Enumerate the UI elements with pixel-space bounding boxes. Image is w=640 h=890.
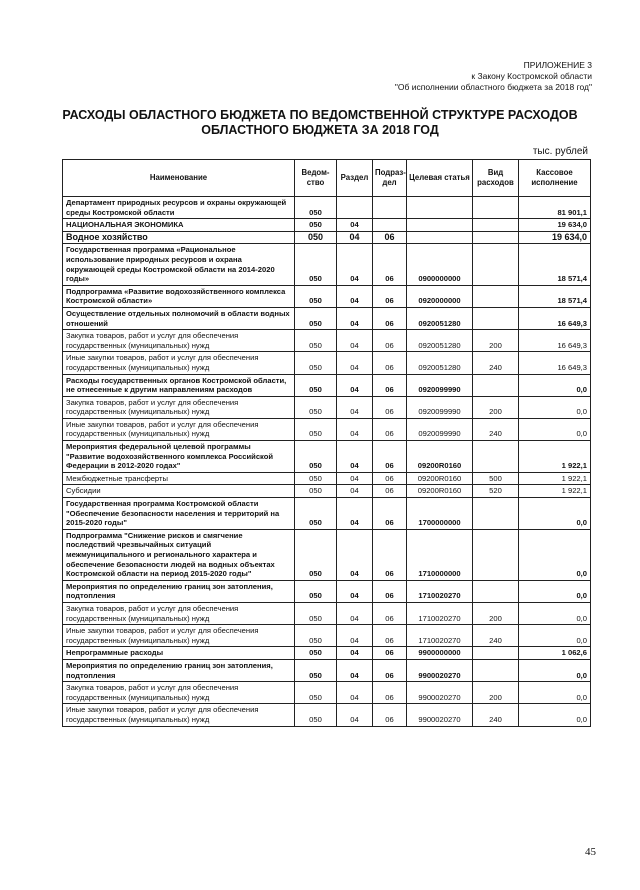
cell-subsection: 06 (373, 418, 407, 440)
cell-type (473, 231, 519, 244)
table-row (63, 396, 591, 418)
cell-name: Иные закупки товаров, работ и услуг для обеспечения государственных (муниципальных) нужд (63, 418, 295, 440)
cell-type (473, 307, 519, 329)
cell-section: 04 (337, 704, 373, 726)
cell-dept: 050 (295, 219, 337, 232)
cell-target: 1710000000 (407, 529, 473, 580)
cell-dept: 050 (295, 330, 337, 352)
cell-name: Государственная программа «Рациональное использование природных ресурсов и охрана окружающей среды Костромской области на 2014-2020 годы» (63, 244, 295, 285)
header-dept: Ведом-ство (295, 160, 337, 197)
cell-name: Департамент природных ресурсов и охраны окружающей среды Костромской области (63, 197, 295, 219)
table-row (63, 285, 591, 307)
cell-name: Государственная программа Костромской области "Обеспечение безопасности населения и территорий на 2015-2020 годы" (63, 498, 295, 530)
cell-type (473, 529, 519, 580)
cell-section: 04 (337, 330, 373, 352)
cell-section: 04 (337, 307, 373, 329)
cell-dept: 050 (295, 704, 337, 726)
cell-dept: 050 (295, 625, 337, 647)
cell-amount: 0,0 (519, 418, 591, 440)
cell-section: 04 (337, 485, 373, 498)
table-row (63, 231, 591, 244)
cell-subsection: 06 (373, 231, 407, 244)
cell-amount: 0,0 (519, 602, 591, 624)
cell-section: 04 (337, 498, 373, 530)
cell-dept: 050 (295, 231, 337, 244)
cell-name: Подпрограмма «Развитие водохозяйственного комплекса Костромской области» (63, 285, 295, 307)
cell-section: 04 (337, 285, 373, 307)
cell-section: 04 (337, 352, 373, 374)
cell-type: 200 (473, 602, 519, 624)
cell-section: 04 (337, 580, 373, 602)
cell-section: 04 (337, 231, 373, 244)
appendix-law-title: "Об исполнении областного бюджета за 2018 год" (394, 82, 592, 92)
cell-type: 240 (473, 704, 519, 726)
cell-target: 0920099990 (407, 374, 473, 396)
cell-section: 04 (337, 529, 373, 580)
header-section: Раздел (337, 160, 373, 197)
cell-subsection: 06 (373, 485, 407, 498)
table-row (63, 682, 591, 704)
table-body (63, 197, 591, 727)
table-row (63, 647, 591, 660)
cell-dept: 050 (295, 602, 337, 624)
cell-dept: 050 (295, 647, 337, 660)
cell-amount: 0,0 (519, 529, 591, 580)
cell-type (473, 441, 519, 473)
cell-target (407, 231, 473, 244)
table-row (63, 498, 591, 530)
cell-subsection: 06 (373, 682, 407, 704)
cell-amount: 0,0 (519, 704, 591, 726)
document-title-line-1: РАСХОДЫ ОБЛАСТНОГО БЮДЖЕТА ПО ВЕДОМСТВЕННОЙ СТРУКТУРЕ РАСХОДОВ (62, 108, 578, 122)
cell-target: 09200R0160 (407, 441, 473, 473)
cell-type: 500 (473, 472, 519, 485)
cell-dept: 050 (295, 285, 337, 307)
appendix-law: к Закону Костромской области (471, 71, 592, 81)
cell-amount: 0,0 (519, 659, 591, 681)
cell-dept: 050 (295, 244, 337, 285)
table-row (63, 485, 591, 498)
cell-amount: 0,0 (519, 396, 591, 418)
table-row (63, 602, 591, 624)
cell-amount: 16 649,3 (519, 307, 591, 329)
cell-section: 04 (337, 659, 373, 681)
cell-type: 200 (473, 330, 519, 352)
cell-target: 9900020270 (407, 704, 473, 726)
cell-name: Расходы государственных органов Костромской области, не отнесенные к другим направлениям расходов (63, 374, 295, 396)
cell-amount: 0,0 (519, 682, 591, 704)
cell-type (473, 197, 519, 219)
cell-subsection (373, 219, 407, 232)
cell-target: 0920051280 (407, 352, 473, 374)
cell-amount: 1 922,1 (519, 441, 591, 473)
cell-amount: 1 922,1 (519, 472, 591, 485)
cell-target: 0920000000 (407, 285, 473, 307)
cell-dept: 050 (295, 682, 337, 704)
cell-subsection: 06 (373, 704, 407, 726)
cell-name: Водное хозяйство (63, 231, 295, 244)
cell-subsection: 06 (373, 647, 407, 660)
cell-name: Мероприятия по определению границ зон затопления, подтопления (63, 659, 295, 681)
cell-subsection: 06 (373, 580, 407, 602)
cell-name: Иные закупки товаров, работ и услуг для обеспечения государственных (муниципальных) нужд (63, 625, 295, 647)
cell-dept: 050 (295, 197, 337, 219)
page-number: 45 (585, 846, 596, 858)
cell-subsection: 06 (373, 529, 407, 580)
cell-name: НАЦИОНАЛЬНАЯ ЭКОНОМИКА (63, 219, 295, 232)
cell-amount: 19 634,0 (519, 231, 591, 244)
cell-type (473, 580, 519, 602)
cell-type (473, 498, 519, 530)
appendix-number: ПРИЛОЖЕНИЕ 3 (523, 60, 592, 70)
cell-target: 0920051280 (407, 330, 473, 352)
cell-amount: 19 634,0 (519, 219, 591, 232)
unit-label: тыс. рублей (532, 146, 588, 157)
cell-section (337, 197, 373, 219)
appendix-header (395, 60, 592, 93)
table-row (63, 197, 591, 219)
cell-dept: 050 (295, 498, 337, 530)
cell-name: Межбюджетные трансферты (63, 472, 295, 485)
cell-section: 04 (337, 244, 373, 285)
cell-dept: 050 (295, 580, 337, 602)
cell-dept: 050 (295, 374, 337, 396)
cell-type: 240 (473, 418, 519, 440)
cell-type (473, 374, 519, 396)
cell-amount: 0,0 (519, 374, 591, 396)
table-row (63, 330, 591, 352)
cell-name: Закупка товаров, работ и услуг для обеспечения государственных (муниципальных) нужд (63, 396, 295, 418)
cell-dept: 050 (295, 529, 337, 580)
cell-dept: 050 (295, 441, 337, 473)
cell-subsection: 06 (373, 374, 407, 396)
cell-name: Мероприятия федеральной целевой программы "Развитие водохозяйственного комплекса Российской Федерации в 2012-2020 годах" (63, 441, 295, 473)
cell-amount: 81 901,1 (519, 197, 591, 219)
header-subsection: Подраз-дел (373, 160, 407, 197)
table-row (63, 704, 591, 726)
cell-type (473, 219, 519, 232)
cell-amount: 0,0 (519, 625, 591, 647)
cell-target: 09200R0160 (407, 472, 473, 485)
cell-subsection: 06 (373, 659, 407, 681)
document-title (60, 108, 580, 138)
table-row (63, 418, 591, 440)
header-target: Целевая статья (407, 160, 473, 197)
table-row (63, 625, 591, 647)
budget-table (62, 159, 591, 727)
cell-name: Мероприятия по определению границ зон затопления, подтопления (63, 580, 295, 602)
cell-target: 1710020270 (407, 625, 473, 647)
cell-target: 9900020270 (407, 682, 473, 704)
cell-name: Закупка товаров, работ и услуг для обеспечения государственных (муниципальных) нужд (63, 330, 295, 352)
cell-name: Иные закупки товаров, работ и услуг для обеспечения государственных (муниципальных) нужд (63, 704, 295, 726)
cell-subsection: 06 (373, 602, 407, 624)
table-row (63, 307, 591, 329)
cell-section: 04 (337, 682, 373, 704)
table-row (63, 529, 591, 580)
cell-subsection: 06 (373, 352, 407, 374)
cell-target: 9900000000 (407, 647, 473, 660)
cell-amount: 16 649,3 (519, 352, 591, 374)
cell-target: 0920099990 (407, 396, 473, 418)
cell-subsection: 06 (373, 396, 407, 418)
cell-amount: 0,0 (519, 498, 591, 530)
cell-type: 240 (473, 352, 519, 374)
cell-subsection: 06 (373, 330, 407, 352)
table-row (63, 659, 591, 681)
table-row (63, 472, 591, 485)
cell-subsection: 06 (373, 498, 407, 530)
cell-target: 1700000000 (407, 498, 473, 530)
table-header-row (63, 160, 591, 197)
cell-type: 200 (473, 396, 519, 418)
cell-section: 04 (337, 472, 373, 485)
header-name: Наименование (63, 160, 295, 197)
table-row (63, 352, 591, 374)
cell-dept: 050 (295, 659, 337, 681)
cell-subsection: 06 (373, 285, 407, 307)
cell-section: 04 (337, 625, 373, 647)
cell-dept: 050 (295, 418, 337, 440)
cell-amount: 1 922,1 (519, 485, 591, 498)
cell-dept: 050 (295, 472, 337, 485)
cell-amount: 16 649,3 (519, 330, 591, 352)
cell-type (473, 647, 519, 660)
cell-name: Закупка товаров, работ и услуг для обеспечения государственных (муниципальных) нужд (63, 682, 295, 704)
cell-amount: 1 062,6 (519, 647, 591, 660)
cell-section: 04 (337, 396, 373, 418)
document-title-line-2: ОБЛАСТНОГО БЮДЖЕТА ЗА 2018 ГОД (201, 123, 439, 137)
cell-target: 0920051280 (407, 307, 473, 329)
cell-subsection (373, 197, 407, 219)
table-row (63, 374, 591, 396)
cell-name: Закупка товаров, работ и услуг для обеспечения государственных (муниципальных) нужд (63, 602, 295, 624)
cell-amount: 0,0 (519, 580, 591, 602)
header-amount: Кассовое исполнение (519, 160, 591, 197)
table-row (63, 580, 591, 602)
cell-name: Непрограммные расходы (63, 647, 295, 660)
cell-target: 1710020270 (407, 602, 473, 624)
cell-target: 0900000000 (407, 244, 473, 285)
table-row (63, 219, 591, 232)
cell-dept: 050 (295, 307, 337, 329)
cell-name: Осуществление отдельных полномочий в области водных отношений (63, 307, 295, 329)
cell-name: Иные закупки товаров, работ и услуг для обеспечения государственных (муниципальных) нужд (63, 352, 295, 374)
cell-name: Субсидии (63, 485, 295, 498)
cell-subsection: 06 (373, 625, 407, 647)
cell-dept: 050 (295, 352, 337, 374)
cell-target: 0920099990 (407, 418, 473, 440)
cell-subsection: 06 (373, 307, 407, 329)
cell-target: 9900020270 (407, 659, 473, 681)
cell-target (407, 197, 473, 219)
table-row (63, 244, 591, 285)
table-row (63, 441, 591, 473)
cell-type: 200 (473, 682, 519, 704)
cell-section: 04 (337, 441, 373, 473)
cell-target: 1710020270 (407, 580, 473, 602)
cell-subsection: 06 (373, 441, 407, 473)
cell-dept: 050 (295, 396, 337, 418)
cell-target: 09200R0160 (407, 485, 473, 498)
cell-target (407, 219, 473, 232)
cell-subsection: 06 (373, 244, 407, 285)
cell-name: Подпрограмма "Снижение рисков и смягчение последствий чрезвычайных ситуаций межмуниципального и регионального характера и обеспечение безопасности людей на водных объектах Костромской области на период 2015-2020 годы" (63, 529, 295, 580)
cell-section: 04 (337, 418, 373, 440)
cell-type (473, 659, 519, 681)
cell-subsection: 06 (373, 472, 407, 485)
cell-amount: 18 571,4 (519, 285, 591, 307)
cell-type: 240 (473, 625, 519, 647)
cell-type (473, 244, 519, 285)
cell-type (473, 285, 519, 307)
cell-amount: 18 571,4 (519, 244, 591, 285)
header-type: Вид расходов (473, 160, 519, 197)
cell-type: 520 (473, 485, 519, 498)
cell-section: 04 (337, 647, 373, 660)
cell-dept: 050 (295, 485, 337, 498)
cell-section: 04 (337, 374, 373, 396)
cell-section: 04 (337, 219, 373, 232)
cell-section: 04 (337, 602, 373, 624)
